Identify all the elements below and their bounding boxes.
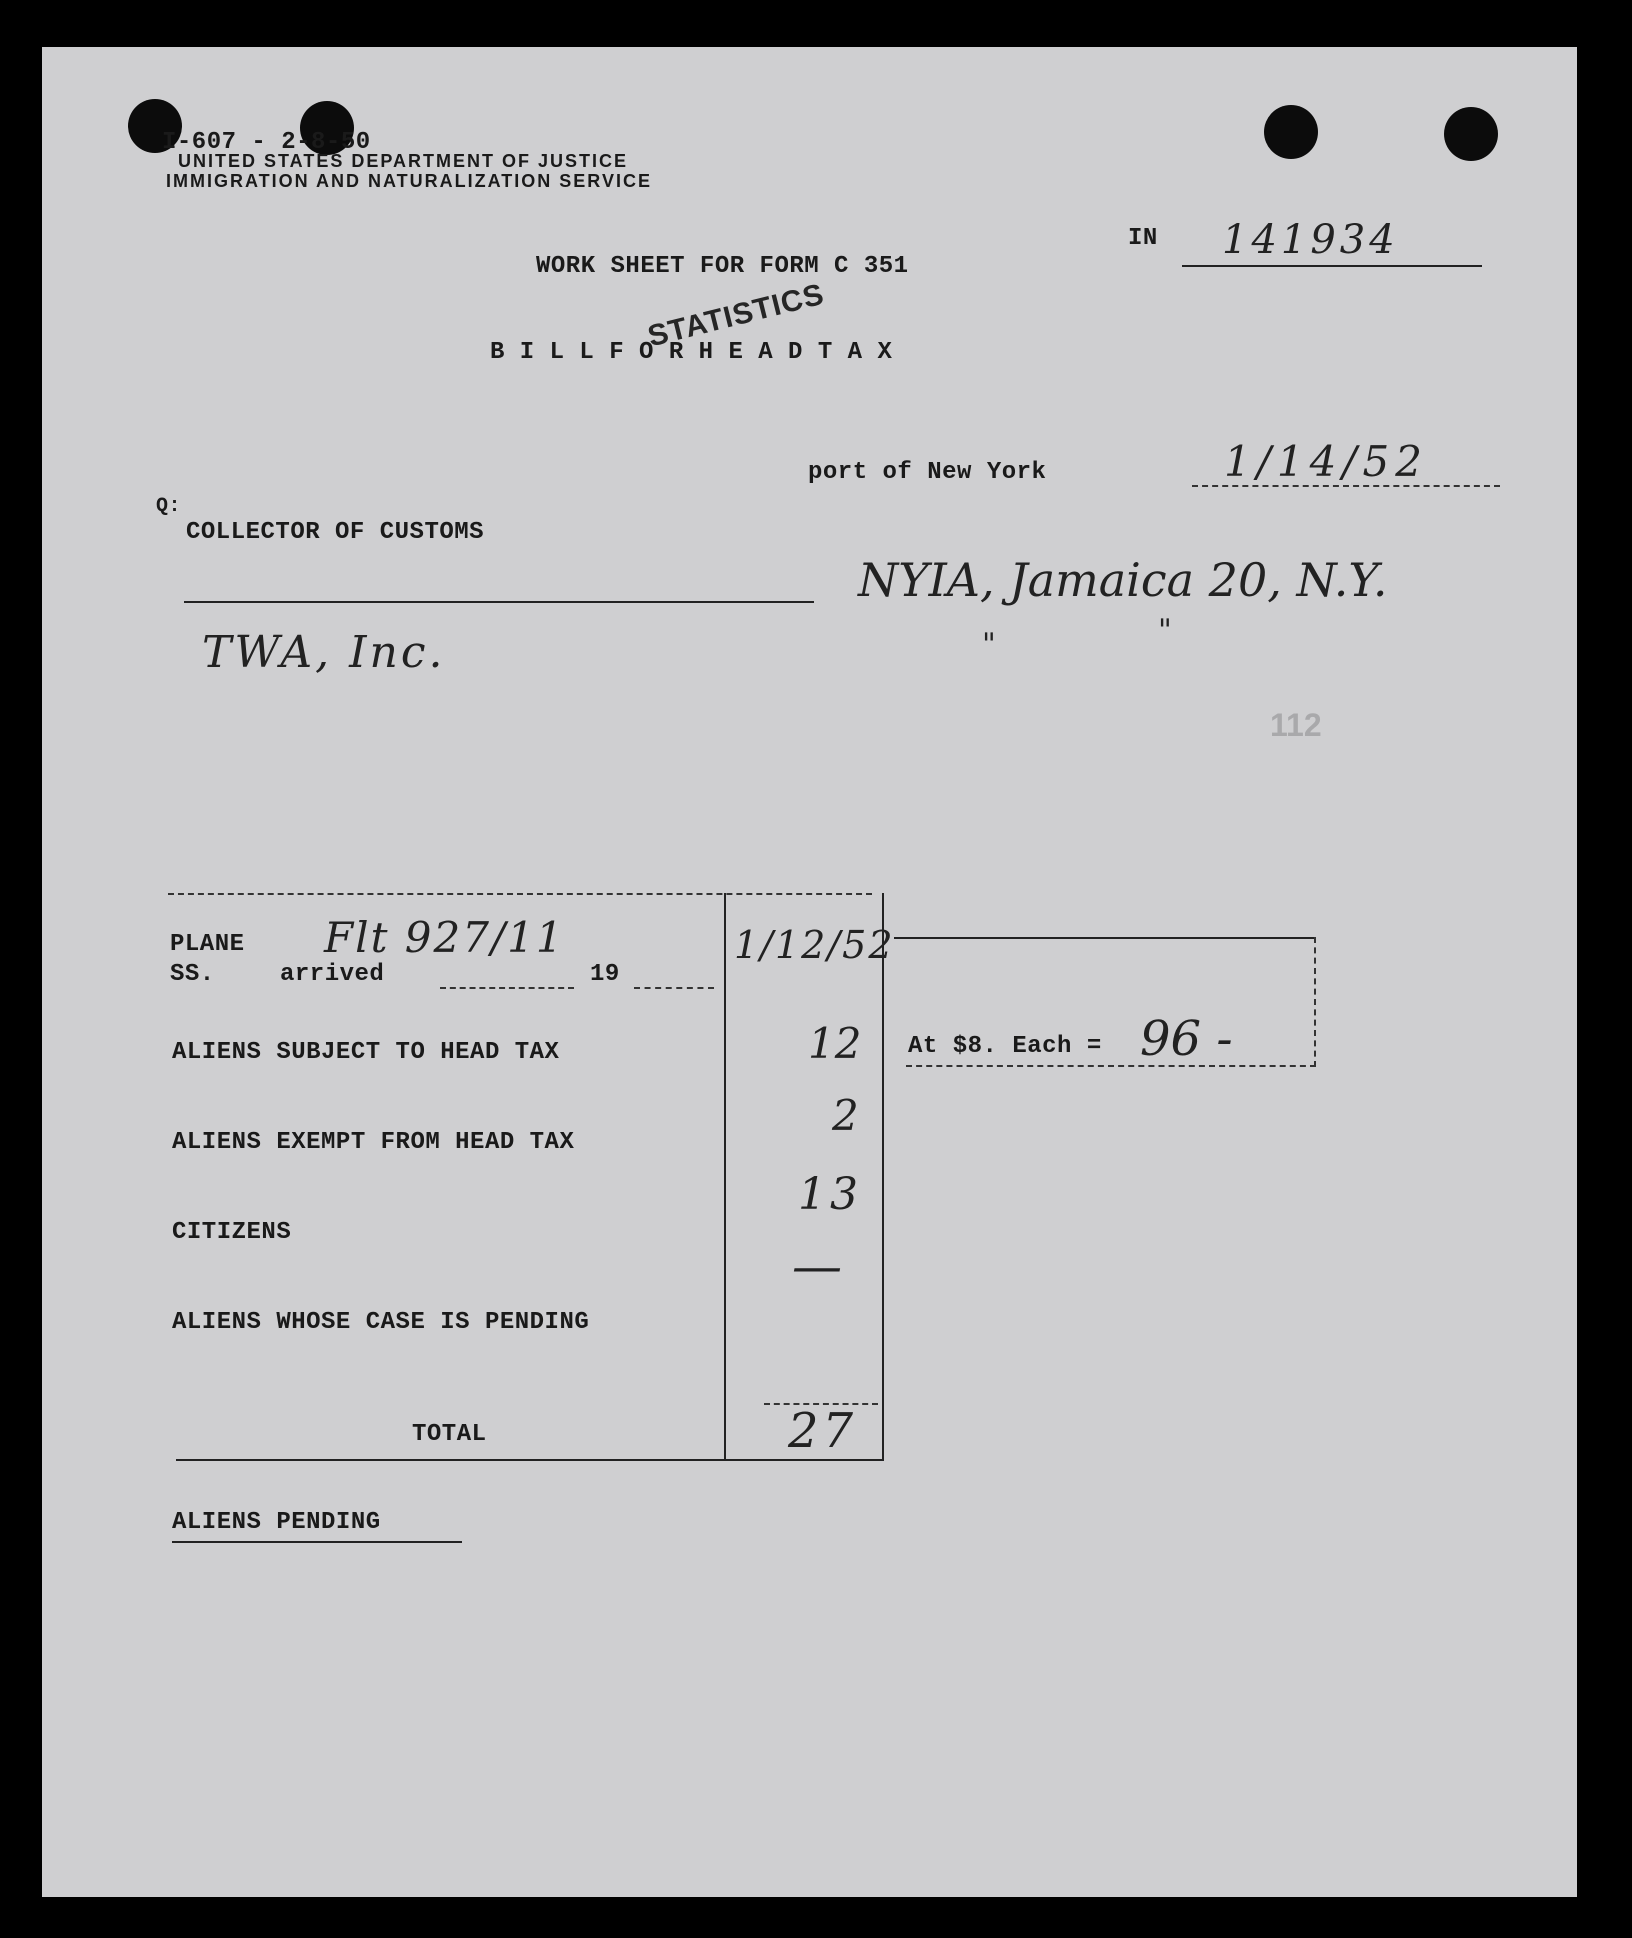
- form-subtitle: B I L L F O R H E A D T A X: [490, 339, 893, 366]
- row-label-citizens: CITIZENS: [172, 1219, 292, 1246]
- statistics-stamp: STATISTICS: [644, 277, 828, 354]
- to-label: Q:: [156, 495, 182, 518]
- aliens-pending-underline: [172, 1541, 462, 1543]
- row-label-pending: ALIENS WHOSE CASE IS PENDING: [172, 1309, 590, 1336]
- port-label: port of New York: [808, 459, 1047, 486]
- ditto-mark-2: ": [1158, 613, 1172, 648]
- rate-label: At $8. Each =: [908, 1033, 1102, 1060]
- row-value-exempt: 2: [832, 1091, 859, 1140]
- table-right-edge: [882, 893, 884, 1459]
- bill-date: 1/14/52: [1224, 437, 1428, 486]
- in-label: IN: [1128, 225, 1158, 252]
- agency-line-1: UNITED STATES DEPARTMENT OF JUSTICE: [178, 151, 629, 171]
- rate-box-top: [894, 937, 1314, 939]
- ss-label: SS.: [170, 961, 215, 988]
- table-divider: [724, 893, 726, 1459]
- arrival-date: 1/12/52: [734, 923, 895, 967]
- carrier-handwritten: TWA, Inc.: [202, 627, 446, 678]
- row-value-subject: 12: [808, 1019, 862, 1068]
- location-handwritten: NYIA, Jamaica 20, N.Y.: [858, 553, 1388, 607]
- plane-label: PLANE: [170, 931, 245, 958]
- row-label-subject: ALIENS SUBJECT TO HEAD TAX: [172, 1039, 560, 1066]
- rate-box-bottom: [906, 1065, 1316, 1067]
- ditto-mark-1: ": [982, 627, 996, 662]
- rate-amount: 96 -: [1140, 1011, 1233, 1067]
- form-title: WORK SHEET FOR FORM C 351: [536, 253, 909, 280]
- table-top-line: [168, 893, 872, 895]
- collector-label: COLLECTOR OF CUSTOMS: [186, 519, 485, 546]
- row-value-pending: —: [792, 1237, 842, 1295]
- document-page: [42, 47, 1577, 1897]
- arrived-underline: [440, 987, 574, 989]
- in-number-underline: [1182, 265, 1482, 267]
- year-prefix: 19: [590, 961, 620, 988]
- punch-hole-right-1: [1264, 105, 1318, 159]
- arrived-label: arrived: [280, 961, 385, 988]
- row-value-citizens: 13: [798, 1169, 862, 1220]
- row-label-exempt: ALIENS EXEMPT FROM HEAD TAX: [172, 1129, 575, 1156]
- address-line: [184, 601, 814, 603]
- agency-line-2: IMMIGRATION AND NATURALIZATION SERVICE: [166, 171, 652, 191]
- year-underline: [634, 987, 714, 989]
- in-number: 141934: [1222, 217, 1399, 263]
- flight-handwritten: Flt 927/11: [324, 913, 565, 962]
- rate-box-right: [1314, 937, 1316, 1067]
- total-label: TOTAL: [412, 1421, 487, 1448]
- date-underline: [1192, 485, 1500, 487]
- table-bottom-line: [176, 1459, 884, 1461]
- total-value: 27: [788, 1403, 858, 1459]
- form-code: I-607 - 2-8-50: [162, 129, 371, 156]
- aliens-pending-label: ALIENS PENDING: [172, 1509, 381, 1536]
- faint-stamp-number: 112: [1270, 707, 1322, 743]
- punch-hole-right-2: [1444, 107, 1498, 161]
